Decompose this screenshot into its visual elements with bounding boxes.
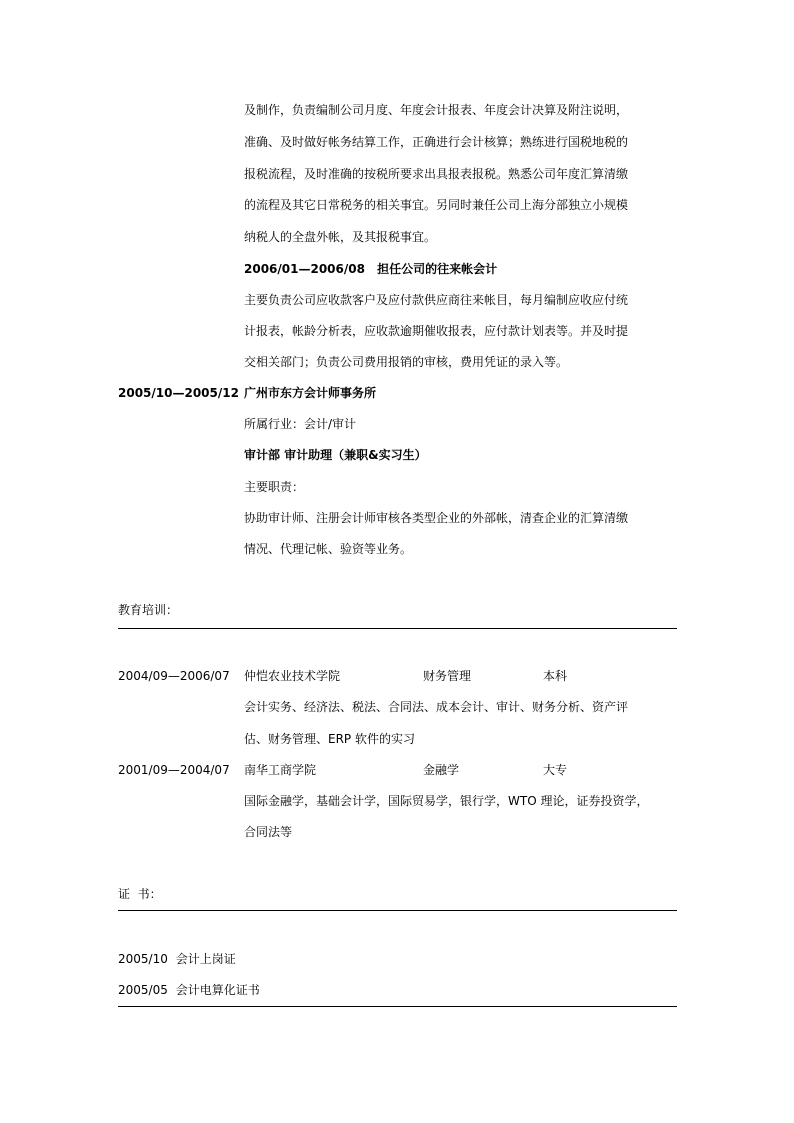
position-title: 审计部 审计助理（兼职&实习生） bbox=[244, 448, 427, 462]
sub-role-heading bbox=[244, 261, 497, 277]
education-courses-line: 合同法等 bbox=[244, 825, 293, 839]
bottom-rule bbox=[118, 1006, 677, 1007]
education-courses-line: 国际金融学，基础会计学，国际贸易学，银行学，WTO 理论，证券投资学， bbox=[244, 794, 649, 808]
education-period: 2001/09—2004/07 bbox=[118, 763, 230, 777]
company-name: 广州市东方会计师事务所 bbox=[244, 386, 377, 400]
education-courses-line: 会计实务、经济法、税法、合同法、成本会计、审计、财务分析、资产评 bbox=[244, 700, 629, 714]
education-period: 2004/09—2006/07 bbox=[118, 669, 230, 683]
sub-role-period: 2006/01—2006/08 bbox=[244, 262, 365, 276]
job-description-line: 纳税人的全盘外帐，及其报税事宜。 bbox=[244, 230, 437, 244]
sub-role-description-line: 计报表，帐龄分析表，应收款逾期催收报表，应付款计划表等。并及时提 bbox=[244, 324, 629, 338]
certificate-date: 2005/10 bbox=[118, 952, 168, 966]
education-degree: 大专 bbox=[543, 763, 568, 777]
education-school: 仲恺农业技术学院 bbox=[244, 669, 341, 683]
sub-role-description-line: 主要负责公司应收款客户及应付款供应商往来帐目，每月编制应收应付统 bbox=[244, 293, 629, 307]
education-courses-line: 估、财务管理、ERP 软件的实习 bbox=[244, 732, 415, 746]
job-description-line: 及制作，负责编制公司月度、年度会计报表、年度会计决算及附注说明， bbox=[244, 103, 629, 117]
sub-role-title: 担任公司的往来帐会计 bbox=[377, 262, 498, 276]
sub-role-description-line: 交相关部门；负责公司费用报销的审核，费用凭证的录入等。 bbox=[244, 355, 569, 369]
job-period: 2005/10—2005/12 bbox=[118, 386, 239, 400]
certificate-date: 2005/05 bbox=[118, 983, 168, 997]
industry: 所属行业：会计/审计 bbox=[244, 417, 357, 431]
job-description-line: 报税流程，及时准确的按税所要求出具报表报税。熟悉公司年度汇算清缴 bbox=[244, 167, 629, 181]
certificate-item bbox=[118, 982, 260, 998]
education-heading: 教育培训： bbox=[118, 603, 179, 617]
job-description-line: 准确、及时做好帐务结算工作，正确进行会计核算；熟练进行国税地税的 bbox=[244, 135, 629, 149]
duties-line: 协助审计师、注册会计师审核各类型企业的外部帐，清查企业的汇算清缴 bbox=[244, 511, 629, 525]
education-major: 金融学 bbox=[423, 763, 460, 777]
certificate-name: 会计电算化证书 bbox=[175, 983, 260, 997]
certificates-rule bbox=[118, 910, 677, 911]
duties-label: 主要职责： bbox=[244, 480, 305, 494]
certificate-name: 会计上岗证 bbox=[175, 952, 236, 966]
certificates-heading: 证 书： bbox=[118, 887, 162, 901]
duties-line: 情况、代理记帐、验资等业务。 bbox=[244, 542, 413, 556]
certificate-item bbox=[118, 951, 236, 967]
education-degree: 本科 bbox=[543, 669, 568, 683]
education-major: 财务管理 bbox=[423, 669, 472, 683]
education-rule bbox=[118, 628, 677, 629]
education-school: 南华工商学院 bbox=[244, 763, 317, 777]
job-description-line: 的流程及其它日常税务的相关事宜。另同时兼任公司上海分部独立小规模 bbox=[244, 198, 629, 212]
